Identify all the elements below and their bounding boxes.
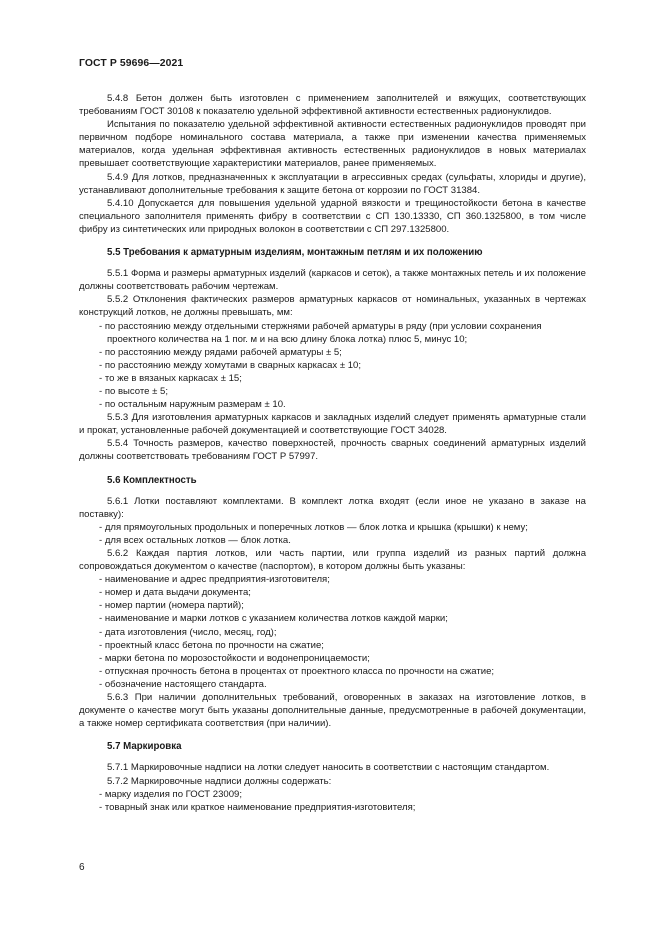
- paragraph: 5.4.10 Допускается для повышения удельной ударной вязкости и трещиностойкости бетона в качестве специального заполнителя применять фибру в соответствии с СП 130.13330, СП 360.1325800, в том числе фибру из синтетических или природных волокон в соответствии с СП 297.1325800.: [79, 197, 586, 235]
- list-item: - наименование и марки лотков с указанием количества лотков каждой марки;: [79, 612, 586, 625]
- list-item: - для всех остальных лотков — блок лотка.: [79, 534, 586, 547]
- paragraph: 5.5.2 Отклонения фактических размеров арматурных каркасов от номинальных, указанных в чертежах конструкций лотков, не должны превышать, мм:: [79, 294, 586, 319]
- paragraph: 5.5.3 Для изготовления арматурных каркасов и закладных изделий следует применять арматурные стали и прокат, установленные рабочей документацией и соответствующие ГОСТ 34028.: [79, 412, 586, 437]
- paragraph: 5.7.2 Маркировочные надписи должны содержать:: [107, 775, 332, 787]
- paragraph: 5.7.1 Маркировочные надписи на лотки следует наносить в соответствии с настоящим стандартом.: [107, 762, 550, 774]
- list-item: - наименование и адрес предприятия-изготовителя;: [79, 573, 586, 586]
- paragraph: 5.6.3 При наличии дополнительных требований, оговоренных в заказах на изготовление лотков, в документе о качестве могут быть указаны дополнительные данные, предусмотренные в рабочей документации, а также номер сертификата соответствия (при наличии).: [79, 692, 586, 730]
- list-item: - по расстоянию между рядами рабочей арматуры ± 5;: [79, 346, 586, 359]
- paragraph: Испытания по показателю удельной эффективной активности естественных радионуклидов проводят при первичном подборе номинального состава материала, а также при изменении качества применяемых материалов, когда удельная эффективная активность естественных радионуклидов в новых материалах превышает соответствующие характеристики материалов, ранее применяемых.: [79, 119, 586, 170]
- list-item: - марку изделия по ГОСТ 23009;: [79, 788, 586, 801]
- list-item: - марки бетона по морозостойкости и водонепроницаемости;: [79, 652, 586, 665]
- paragraph: 5.5.1 Форма и размеры арматурных изделий (каркасов и сеток), а также монтажных петель и их положение должны соответствовать рабочим чертежам.: [79, 268, 586, 293]
- list-item: - для прямоугольных продольных и поперечных лотков — блок лотка и крышка (крышки) к нему;: [79, 521, 586, 534]
- list-item: - отпускная прочность бетона в процентах от проектного класса по прочности на сжатие;: [79, 665, 586, 678]
- list-item: - дата изготовления (число, месяц, год);: [79, 626, 586, 639]
- section-heading: 5.5 Требования к арматурным изделиям, монтажным петлям и их положению: [107, 247, 483, 259]
- list-item: - проектный класс бетона по прочности на сжатие;: [79, 639, 586, 652]
- list-item: - номер и дата выдачи документа;: [79, 586, 586, 599]
- paragraph: 5.6.1 Лотки поставляют комплектами. В комплект лотка входят (если иное не указано в заказе на поставку):: [79, 495, 586, 520]
- paragraph: 5.6.2 Каждая партия лотков, или часть партии, или группа изделий из разных партий должна сопровождаться документом о качестве (паспортом), в котором должны быть указаны:: [79, 548, 586, 573]
- list-item: - по высоте ± 5;: [79, 385, 586, 398]
- page-number: 6: [79, 862, 85, 873]
- section-heading: 5.6 Комплектность: [107, 474, 197, 486]
- list-item: - то же в вязаных каркасах ± 15;: [79, 372, 586, 385]
- list-item: - по расстоянию между хомутами в сварных каркасах ± 10;: [79, 359, 586, 372]
- list-item: - номер партии (номера партий);: [79, 599, 586, 612]
- document-body: [79, 92, 586, 814]
- paragraph: 5.5.4 Точность размеров, качество поверхностей, прочность сварных соединений арматурных изделий должны соответствовать требованиям ГОСТ Р 57997.: [79, 438, 586, 463]
- list-item: - по остальным наружным размерам ± 10.: [79, 398, 586, 411]
- running-header: ГОСТ Р 59696—2021: [79, 58, 184, 69]
- list-item: - по расстоянию между отдельными стержнями рабочей арматуры в ряду (при условии сохранения проектного количества на 1 пог. м и на всю длину блока лотка) плюс 5, минус 10;: [79, 320, 586, 346]
- list-item: - обозначение настоящего стандарта.: [79, 678, 586, 691]
- section-heading: 5.7 Маркировка: [107, 741, 182, 753]
- paragraph: 5.4.9 Для лотков, предназначенных к эксплуатации в агрессивных средах (сульфаты, хлориды и другие), устанавливают дополнительные требования к защите бетона от коррозии по ГОСТ 31384.: [79, 171, 586, 196]
- paragraph: 5.4.8 Бетон должен быть изготовлен с применением заполнителей и вяжущих, соответствующих требованиям ГОСТ 30108 к показателю удельной эффективной активности естественных радионуклидов.: [79, 93, 586, 118]
- list-item: - товарный знак или краткое наименование предприятия-изготовителя;: [79, 801, 586, 814]
